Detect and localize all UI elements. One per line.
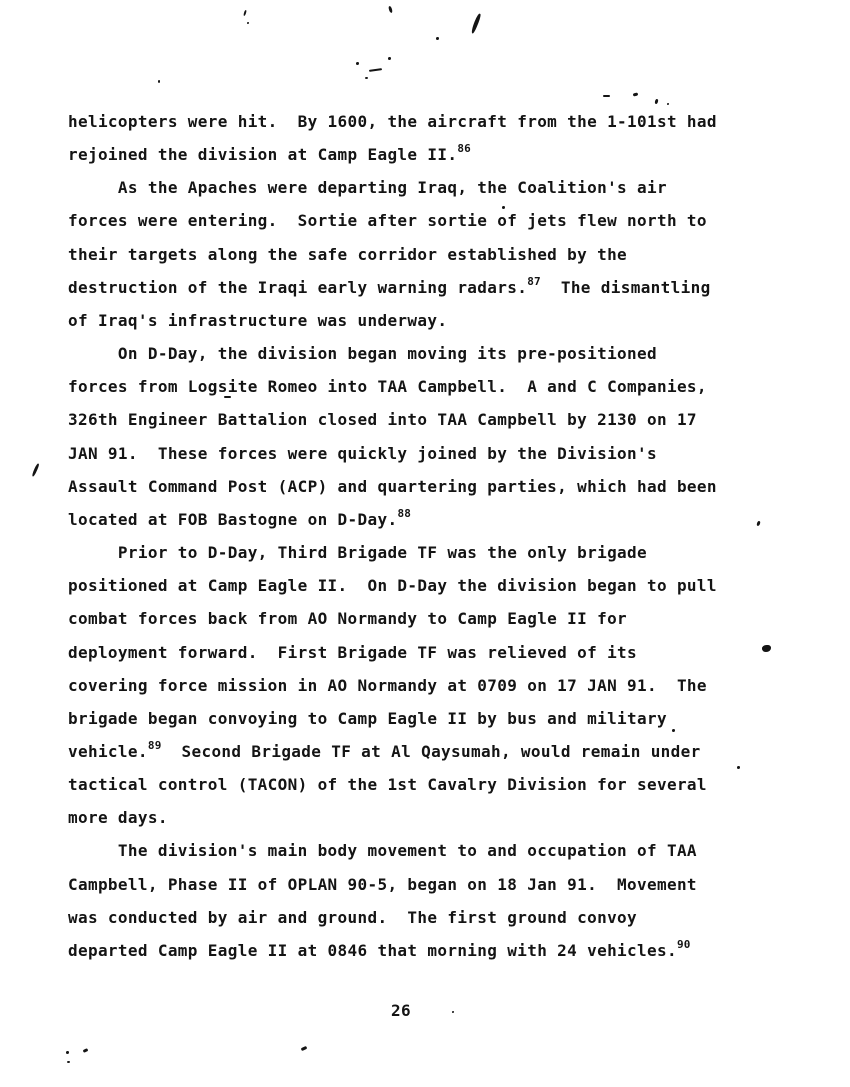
text-run: their targets along the safe corridor established by the — [68, 244, 628, 264]
text-line — [68, 602, 717, 635]
text-run: more days. — [68, 808, 168, 828]
ink-speck — [224, 396, 231, 398]
ink-speck — [388, 57, 391, 60]
text-run: located at FOB Bastogne on D-Day. — [68, 509, 398, 529]
text-run: vehicle. — [68, 741, 148, 761]
text-run: forces were entering. Sortie after sortie of jets flew north to — [68, 211, 707, 231]
text-line — [68, 138, 717, 171]
footnote-ref: 87 — [527, 274, 541, 288]
text-run: of Iraq's infrastructure was underway. — [68, 310, 448, 330]
text-line — [68, 370, 717, 403]
text-line — [68, 238, 717, 271]
ink-speck — [737, 766, 740, 769]
text-line — [68, 304, 717, 337]
ink-speck — [452, 1011, 454, 1013]
text-line — [68, 702, 717, 735]
ink-speck — [66, 1051, 69, 1054]
ink-speck — [603, 95, 610, 97]
text-line — [68, 204, 717, 237]
text-run: tactical control (TACON) of the 1st Cavalry Division for several — [68, 775, 707, 795]
ink-speck — [67, 1061, 70, 1063]
ink-speck — [247, 22, 249, 24]
text-run: forces from Logsite Romeo into TAA Campbell. A and C Companies, — [68, 377, 707, 397]
text-run: As the Apaches were departing Iraq, the Coalition's air — [68, 178, 667, 198]
ink-speck — [388, 6, 393, 14]
footnote-ref: 89 — [147, 738, 162, 752]
page-body — [68, 105, 717, 967]
text-line — [68, 834, 717, 867]
ink-speck — [655, 99, 659, 104]
footnote-ref: 90 — [676, 937, 691, 951]
text-line — [68, 536, 717, 569]
ink-speck — [301, 1046, 308, 1051]
text-line — [68, 437, 717, 470]
text-run: helicopters were hit. By 1600, the aircraft from the 1-101st had — [68, 112, 717, 131]
text-line — [68, 337, 717, 370]
text-line — [68, 105, 717, 138]
text-line — [68, 403, 717, 436]
footnote-ref: 88 — [397, 506, 412, 520]
text-line — [68, 569, 717, 602]
text-run: Campbell, Phase II of OPLAN 90-5, began on 18 Jan 91. Movement — [68, 874, 697, 894]
text-line — [68, 768, 717, 801]
text-run: covering force mission in AO Normandy at 0709 on 17 JAN 91. The — [68, 675, 707, 695]
text-line — [68, 171, 717, 204]
text-run: rejoined the division at Camp Eagle II. — [68, 145, 458, 165]
text-line — [68, 735, 717, 768]
ink-speck — [436, 37, 439, 40]
text-run: Assault Command Post (ACP) and quartering parties, which had been — [68, 476, 717, 496]
text-run: JAN 91. These forces were quickly joined by the Division's — [68, 443, 657, 463]
text-run: brigade began convoying to Camp Eagle II by bus and military — [68, 708, 667, 728]
pen-mark — [470, 13, 482, 34]
ink-speck — [762, 645, 771, 652]
text-run: 326th Engineer Battalion closed into TAA Campbell by 2130 on 17 — [68, 410, 697, 430]
text-run: combat forces back from AO Normandy to Camp Eagle II for — [68, 609, 628, 629]
text-line — [68, 868, 717, 901]
ink-speck — [369, 68, 382, 72]
text-line — [68, 901, 717, 934]
text-line — [68, 503, 717, 536]
text-line — [68, 271, 717, 304]
text-run: The division's main body movement to and occupation of TAA — [68, 841, 697, 861]
text-line — [68, 801, 717, 834]
footnote-ref: 86 — [457, 142, 471, 156]
text-run: deployment forward. First Brigade TF was relieved of its — [68, 642, 638, 662]
ink-speck — [243, 10, 246, 16]
text-run: was conducted by air and ground. The first ground convoy — [68, 907, 638, 927]
text-run: The dismantling — [540, 277, 711, 297]
text-line — [68, 470, 717, 503]
text-run: Second Brigade TF at Al Qaysumah, would remain under — [161, 741, 701, 761]
text-line — [68, 934, 717, 967]
pen-mark — [31, 463, 40, 477]
ink-speck — [633, 92, 639, 96]
ink-speck — [356, 62, 359, 65]
text-run: positioned at Camp Eagle II. On D-Day the division began to pull — [68, 576, 717, 596]
ink-speck — [83, 1048, 89, 1053]
text-line — [68, 669, 717, 702]
text-run: departed Camp Eagle II at 0846 that morning with 24 vehicles. — [68, 940, 677, 960]
text-run: Prior to D-Day, Third Brigade TF was the only brigade — [68, 543, 648, 563]
ink-speck — [365, 77, 368, 79]
text-run: destruction of the Iraqi early warning radars. — [68, 277, 528, 297]
ink-speck — [158, 80, 160, 83]
ink-speck — [756, 521, 760, 527]
page-number: 26 — [391, 1001, 411, 1020]
text-run: On D-Day, the division began moving its pre-positioned — [68, 344, 657, 364]
text-line — [68, 636, 717, 669]
